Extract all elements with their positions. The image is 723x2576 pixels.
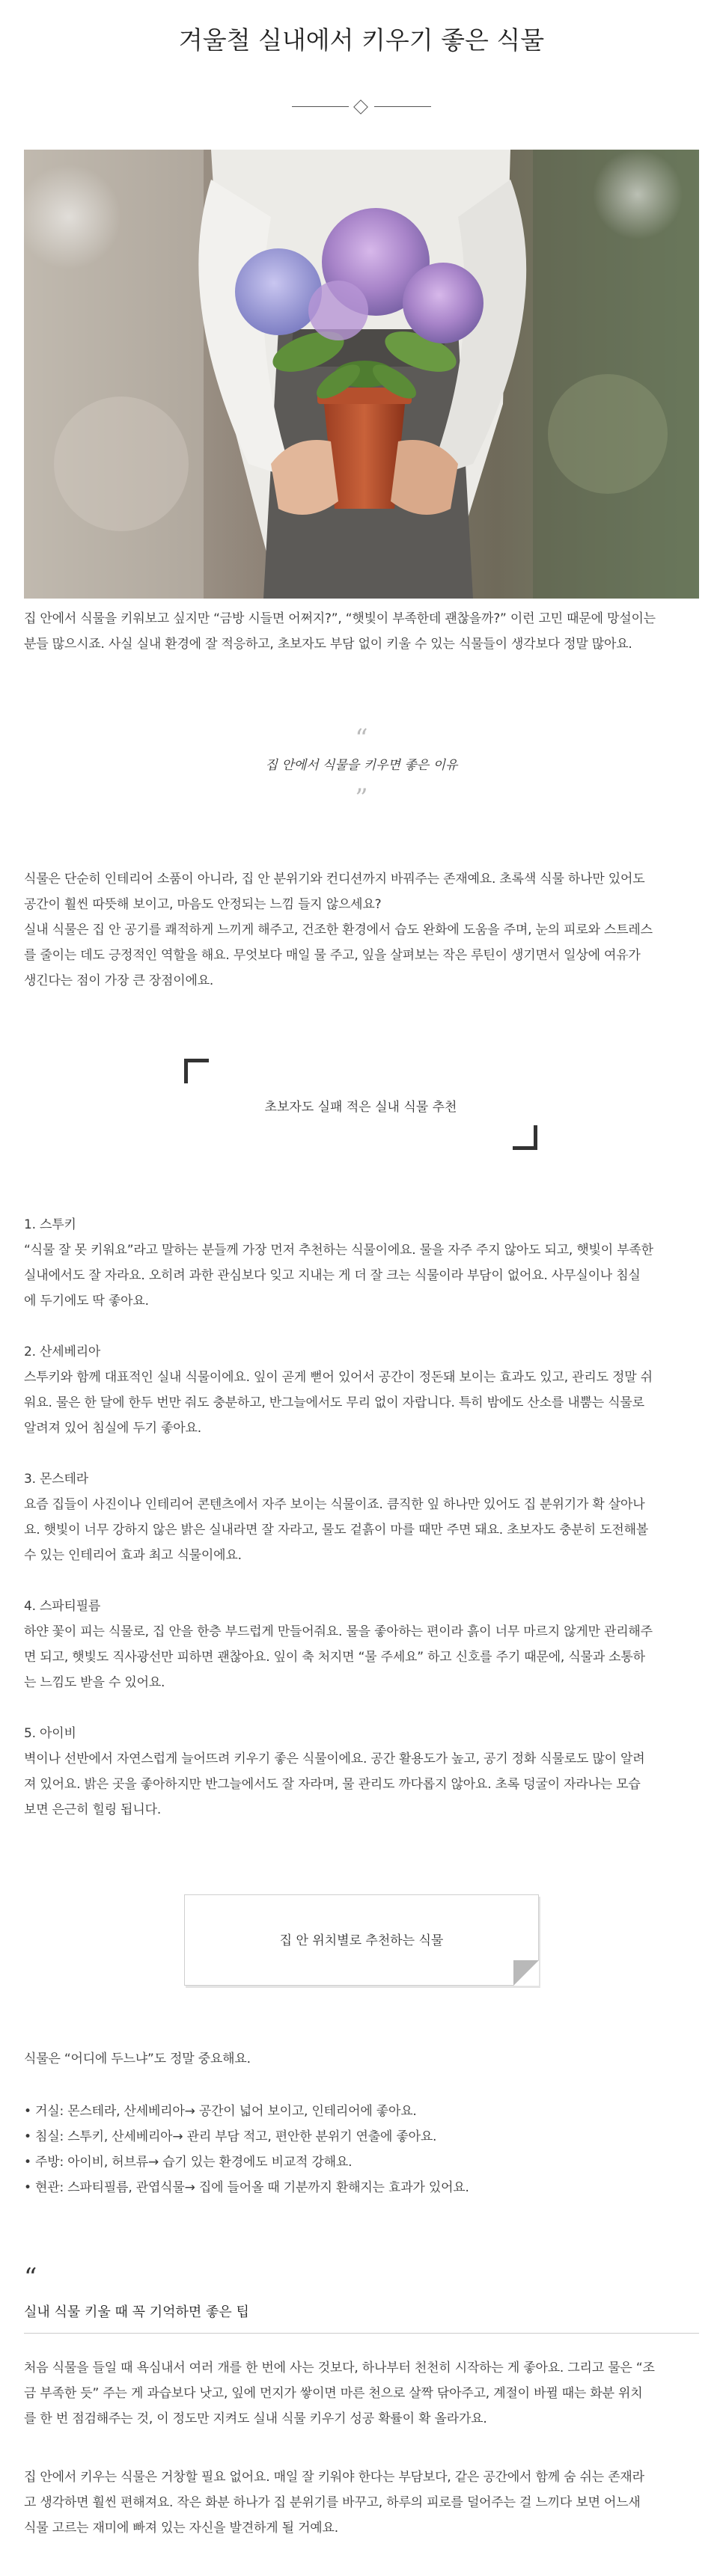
plant-desc-line: 요즘 집들이 사진이나 인테리어 콘텐츠에서 자주 보이는 식물이죠. 큼직한 잎 하나만 있어도 집 분위기가 확 살아나: [24, 1497, 645, 1512]
bullet-icon: •: [24, 2104, 36, 2119]
corner-bracket-top-left: [184, 1059, 209, 1083]
location-item-text: 현관: 스파티필름, 관엽식물→ 집에 들어올 때 기분까지 환해지는 효과가 있어요.: [35, 2180, 469, 2195]
tips-line: 금 부족한 듯” 주는 게 과습보다 낫고, 잎에 먼지가 쌓이면 마른 천으로 살짝 닦아주고, 계절이 바뀔 때는 화분 위치: [24, 2386, 643, 2401]
tips-divider: [24, 2333, 699, 2334]
divider-line-left: [292, 106, 349, 107]
corner-bracket-bottom-right: [513, 1125, 537, 1150]
page-title: 겨울철 실내에서 키우기 좋은 식물: [178, 25, 545, 55]
reasons-paragraph: [24, 866, 699, 994]
plant-desc-line: 스투키와 함께 대표적인 실내 식물이에요. 잎이 곧게 뻗어 있어서 공간이 정돈돼 보이는 효과도 있고, 관리도 정말 쉬: [24, 1370, 653, 1385]
bullet-icon: •: [24, 2155, 36, 2170]
plant-desc-line: 실내에서도 잘 자라요. 오히려 과한 관심보다 잊고 지내는 게 더 잘 크는 식물이라 부담이 없어요. 사무실이나 침실: [24, 1268, 641, 1283]
tips-paragraph-2: [24, 2465, 699, 2541]
reasons-line: 식물은 단순히 인테리어 소품이 아니라, 집 안 분위기와 컨디션까지 바꿔주는 존재예요. 초록색 식물 하나만 있어도: [24, 872, 645, 887]
plant-desc-line: 수 있는 인테리어 효과 최고 식물이에요.: [24, 1548, 242, 1563]
hero-photo-hydrangea-pot: [24, 150, 699, 599]
plant-item-stucky: [24, 1212, 699, 1314]
tips-quote-mark-icon: “: [24, 2263, 37, 2292]
tips-heading: 실내 식물 키울 때 꼭 기억하면 좋은 팁: [24, 2304, 249, 2320]
title-divider: [292, 100, 431, 114]
plant-desc-line: 벽이나 선반에서 자연스럽게 늘어뜨려 키우기 좋은 식물이에요. 공간 활용도가 높고, 공기 정화 식물로도 많이 알려: [24, 1752, 645, 1766]
plant-desc-line: 보면 은근히 힐링 됩니다.: [24, 1802, 162, 1817]
location-intro: [24, 2046, 699, 2072]
plant-name: 3. 몬스테라: [24, 1472, 88, 1487]
location-item-text: 침실: 스투키, 산세베리아→ 관리 부담 적고, 편안한 분위기 연출에 좋아요.: [35, 2129, 437, 2144]
tips-paragraph-1: [24, 2355, 699, 2432]
plant-name: 2. 산세베리아: [24, 1344, 101, 1359]
location-heading-box: [184, 1894, 539, 1986]
divider-line-right: [374, 106, 431, 107]
location-item: [24, 2099, 699, 2124]
plant-name: 5. 아이비: [24, 1726, 76, 1741]
tips-line: 를 한 번 점검해주는 것, 이 정도만 지켜도 실내 식물 키우기 성공 확률이 확 올라가요.: [24, 2411, 487, 2426]
open-quote-mark-icon: “: [355, 723, 368, 753]
plant-desc-line: 는 느낌도 받을 수 있어요.: [24, 1675, 165, 1690]
plant-desc-line: 에 두기에도 딱 좋아요.: [24, 1294, 149, 1309]
location-heading: 집 안 위치별로 추천하는 식물: [279, 1933, 444, 1948]
plant-name: 1. 스투키: [24, 1217, 76, 1232]
intro-line: 분들 많으시죠. 사실 실내 환경에 잘 적응하고, 초보자도 부담 없이 키울 수 있는 식물들이 생각보다 정말 많아요.: [24, 637, 632, 652]
quote-caption: 집 안에서 식물을 키우면 좋은 이유: [265, 758, 458, 773]
recommend-heading: 초보자도 실패 적은 실내 식물 추천: [264, 1100, 457, 1115]
plant-desc-line: 져 있어요. 밝은 곳을 좋아하지만 반그늘에서도 잘 자라며, 물 관리도 까다롭지 않아요. 초록 덩굴이 자라나는 모습: [24, 1777, 641, 1792]
plant-desc-line: “식물 잘 못 키워요”라고 말하는 분들께 가장 먼저 추천하는 식물이에요. 물을 자주 주지 않아도 되고, 햇빛이 부족한: [24, 1243, 653, 1258]
tips-line: 처음 식물을 들일 때 욕심내서 여러 개를 한 번에 사는 것보다, 하나부터 천천히 시작하는 게 좋아요. 그리고 물은 “조: [24, 2361, 655, 2375]
bullet-icon: •: [24, 2180, 36, 2195]
tips-line: 집 안에서 키우는 식물은 거창할 필요 없어요. 매일 잘 키워야 한다는 부담보다, 같은 공간에서 함께 숨 쉬는 존재라: [24, 2470, 644, 2485]
plant-item-ivy: [24, 1721, 699, 1823]
reasons-line: 실내 식물은 집 안 공기를 쾌적하게 느끼게 해주고, 건조한 환경에서 습도 완화에 도움을 주며, 눈의 피로와 스트레스: [24, 923, 653, 937]
plant-desc-line: 알려져 있어 침실에 두기 좋아요.: [24, 1421, 201, 1436]
plant-name: 4. 스파티필름: [24, 1599, 101, 1614]
location-list: [24, 2099, 699, 2200]
plant-item-sansevieria: [24, 1339, 699, 1441]
bullet-icon: •: [24, 2129, 36, 2144]
tips-line: 고 생각하면 훨씬 편해져요. 작은 화분 하나가 집 분위기를 바꾸고, 하루의 피로를 덜어주는 걸 느끼다 보면 어느새: [24, 2495, 641, 2510]
reasons-line: 를 줄이는 데도 긍정적인 역할을 해요. 무엇보다 매일 물 주고, 잎을 살펴보는 작은 루틴이 생기면서 일상에 여유가: [24, 948, 641, 963]
reasons-line: 생긴다는 점이 가장 큰 장점이에요.: [24, 973, 214, 988]
close-quote-mark-icon: ”: [355, 783, 368, 813]
plant-item-spathiphyllum: [24, 1594, 699, 1695]
plant-desc-line: 워요. 물은 한 달에 한두 번만 줘도 충분하고, 반그늘에서도 무리 없이 자랍니다. 특히 밤에도 산소를 내뿜는 식물로: [24, 1395, 644, 1410]
plant-desc-line: 요. 햇빛이 너무 강하지 않은 밝은 실내라면 잘 자라고, 물도 겉흙이 마를 때만 주면 돼요. 초보자도 충분히 도전해볼: [24, 1523, 649, 1538]
location-intro-line: 식물은 “어디에 두느냐”도 정말 중요해요.: [24, 2052, 251, 2066]
location-item: [24, 2150, 699, 2175]
plant-desc-line: 하얀 꽃이 피는 식물로, 집 안을 한층 부드럽게 만들어줘요. 물을 좋아하는 편이라 흙이 너무 마르지 않게만 관리해주: [24, 1624, 653, 1639]
tips-line: 식물 고르는 재미에 빠져 있는 자신을 발견하게 될 거예요.: [24, 2521, 338, 2536]
recommend-heading-box: [184, 1059, 537, 1150]
location-item-text: 거실: 몬스테라, 산세베리아→ 공간이 넓어 보이고, 인테리어에 좋아요.: [35, 2104, 417, 2119]
reasons-line: 공간이 훨씬 따뜻해 보이고, 마음도 안정되는 느낌 들지 않으세요?: [24, 897, 382, 912]
plant-desc-line: 면 되고, 햇빛도 직사광선만 피하면 괜찮아요. 잎이 축 처지면 “물 주세요” 하고 신호를 주기 때문에, 식물과 소통하: [24, 1650, 645, 1665]
location-item-text: 주방: 아이비, 허브류→ 습기 있는 환경에도 비교적 강해요.: [35, 2155, 353, 2170]
folded-corner-icon: [513, 1960, 539, 1986]
location-item: [24, 2124, 699, 2150]
intro-paragraph: [24, 606, 699, 657]
location-item: [24, 2175, 699, 2200]
plant-item-monstera: [24, 1466, 699, 1568]
diamond-ornament-icon: [353, 100, 368, 114]
intro-line: 집 안에서 식물을 키워보고 싶지만 “금방 시들면 어쩌지?”, “햇빛이 부족한데 괜찮을까?” 이런 고민 때문에 망설이는: [24, 611, 656, 626]
